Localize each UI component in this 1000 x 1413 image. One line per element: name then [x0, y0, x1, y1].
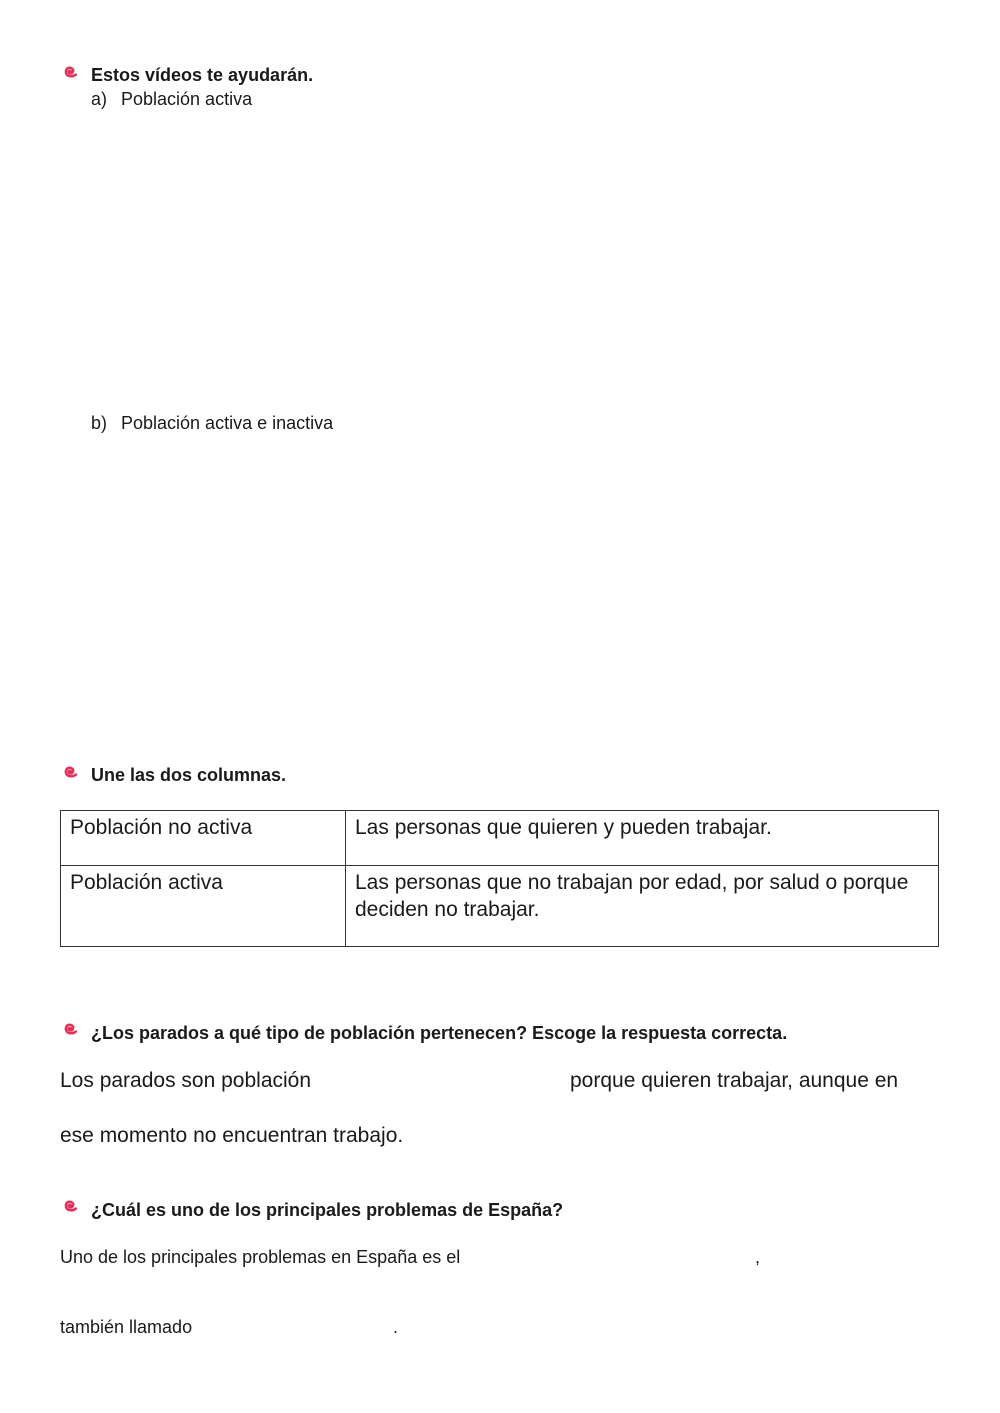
- problemas-line2-start: también llamado: [60, 1317, 193, 1337]
- otro-nombre-answer-input[interactable]: [214, 1314, 389, 1342]
- video-a-label: Población activa: [121, 89, 253, 109]
- video-a-title: [91, 89, 252, 110]
- video-b-title: [91, 413, 333, 434]
- section-heading-videos: Estos vídeos te ayudarán.: [91, 65, 314, 85]
- spiral-bullet-icon: [61, 762, 79, 780]
- match-left-item[interactable]: Población no activa: [61, 811, 346, 866]
- section-heading-problemas: ¿Cuál es uno de los principales problemas de España?: [91, 1200, 564, 1220]
- spiral-bullet-icon: [61, 1196, 79, 1214]
- video-b-marker: b): [91, 413, 108, 433]
- match-right-item[interactable]: Las personas que no trabajan por edad, por salud o porque deciden no trabajar.: [346, 866, 939, 947]
- parados-text-line2: ese momento no encuentran trabajo.: [60, 1124, 404, 1147]
- problemas-comma: ,: [755, 1247, 761, 1267]
- spiral-bullet-icon: [61, 62, 79, 80]
- problema-answer-input[interactable]: [518, 1244, 750, 1272]
- video-a-embed[interactable]: [91, 118, 651, 403]
- section-heading-match: Une las dos columnas.: [91, 765, 287, 785]
- match-left-item[interactable]: Población activa: [61, 866, 346, 947]
- problemas-period: .: [393, 1317, 399, 1337]
- parados-text-start: Los parados son población: [60, 1069, 312, 1092]
- spiral-bullet-icon: [61, 1019, 79, 1037]
- table-row: [61, 866, 939, 947]
- match-columns-table: [60, 810, 939, 947]
- parados-answer-select[interactable]: [352, 1066, 557, 1096]
- problemas-text-start: Uno de los principales problemas en España es el: [60, 1247, 461, 1267]
- match-right-item[interactable]: Las personas que quieren y pueden trabajar.: [346, 811, 939, 866]
- table-row: [61, 811, 939, 866]
- video-b-label: Población activa e inactiva: [121, 413, 334, 433]
- video-b-embed[interactable]: [91, 442, 651, 742]
- parados-text-end: porque quieren trabajar, aunque en: [570, 1069, 899, 1092]
- video-a-marker: a): [91, 89, 108, 109]
- section-heading-parados: ¿Los parados a qué tipo de población pertenecen? Escoge la respuesta correcta.: [91, 1023, 788, 1043]
